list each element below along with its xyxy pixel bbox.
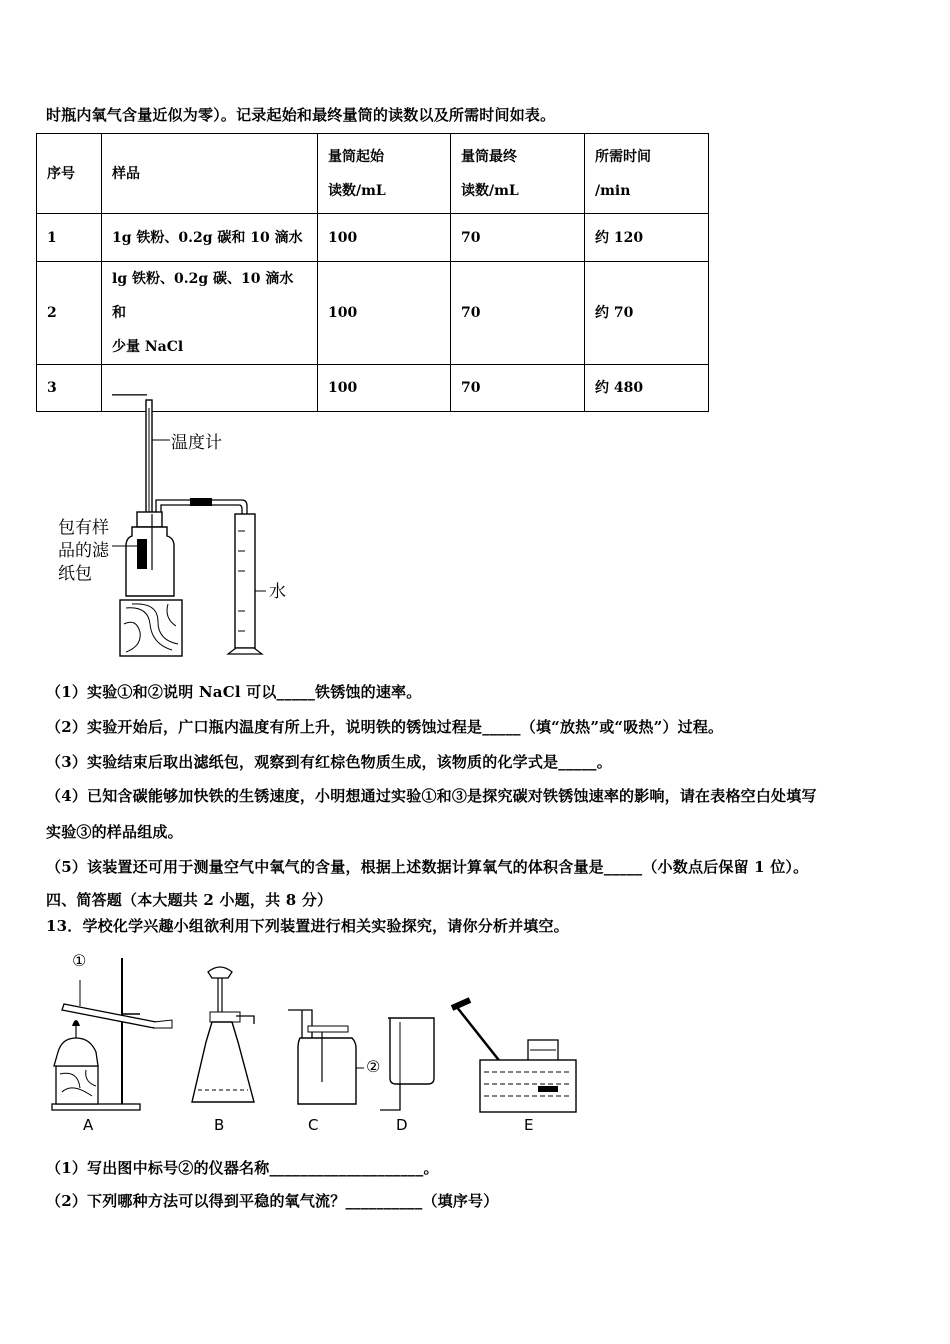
header-final-line2: 读数/mL (461, 182, 519, 199)
question-3: （3）实验结束后取出滤纸包，观察到有红棕色物质生成，该物质的化学式是_____。 (46, 753, 612, 771)
table-header-row (37, 134, 709, 214)
header-start (318, 134, 451, 214)
header-final-line1: 量筒最终 (461, 148, 517, 165)
experiment-table (36, 133, 709, 412)
wide-mouth-bottle-icon (112, 512, 174, 596)
header-sample: 样品 (102, 134, 318, 214)
cell-sample: 1g 铁粉、0.2g 碳和 10 滴水 (102, 214, 318, 262)
cell-time: 约 480 (585, 365, 709, 412)
apparatus-d-icon (380, 1018, 434, 1110)
header-seq: 序号 (37, 134, 102, 214)
label-pack-line2: 品的滤 (58, 541, 109, 561)
graduated-cylinder-icon (228, 514, 266, 654)
apparatus-e-icon (452, 1000, 576, 1112)
cell-seq: 3 (37, 365, 102, 412)
question-2: （2）实验开始后，广口瓶内温度有所上升，说明铁的锈蚀过程是_____（填“放热”或“吸热”）过程。 (46, 718, 724, 736)
question-5: （5）该装置还可用于测量空气中氧气的含量，根据上述数据计算氧气的体积含量是_____（小数点后保留 1 位）。 (46, 858, 809, 876)
cell-sample-line1: lg 铁粉、0.2g 碳、10 滴水和 (112, 271, 294, 321)
q13-question-1: （1）写出图中标号②的仪器名称____________________。 (46, 1159, 439, 1177)
label-d: D (396, 1116, 408, 1134)
label-thermometer: 温度计 (171, 433, 222, 453)
header-final (451, 134, 585, 214)
label-b: B (214, 1116, 225, 1134)
question-1: （1）实验①和②说明 NaCl 可以_____铁锈蚀的速率。 (46, 683, 422, 701)
table-row (37, 214, 709, 262)
apparatus-figure-1 (40, 396, 340, 661)
label-mark-1: ① (72, 951, 87, 970)
cell-start: 100 (318, 365, 451, 412)
label-pack-line3: 纸包 (58, 564, 92, 584)
wooden-block-icon (120, 600, 182, 656)
header-time-line2: /min (595, 182, 631, 199)
apparatus-c-icon (288, 1010, 364, 1104)
label-mark-2: ② (366, 1057, 381, 1076)
cell-final: 70 (451, 365, 585, 412)
header-start-line2: 读数/mL (328, 182, 386, 199)
q13-question-2: （2）下列哪种方法可以得到平稳的氧气流？__________（填序号） (46, 1192, 499, 1210)
cell-seq: 1 (37, 214, 102, 262)
header-time (585, 134, 709, 214)
cell-final: 70 (451, 214, 585, 262)
cell-sample (102, 262, 318, 365)
cell-start: 100 (318, 262, 451, 365)
question-4-cont: 实验③的样品组成。 (46, 823, 183, 841)
label-e: E (524, 1116, 534, 1134)
q13-intro: 13．学校化学兴趣小组欲利用下列装置进行相关实验探究，请你分析并填空。 (46, 917, 569, 935)
cell-start: 100 (318, 214, 451, 262)
label-water: 水 (269, 582, 286, 602)
section-title: 四、简答题（本大题共 2 小题，共 8 分） (46, 891, 333, 909)
cell-time: 约 120 (585, 214, 709, 262)
cell-sample-line2: 少量 NaCl (112, 339, 184, 355)
cell-time: 约 70 (585, 262, 709, 365)
cell-sample-blank: _____ (102, 365, 318, 412)
label-c: C (308, 1116, 319, 1134)
header-time-line1: 所需时间 (595, 148, 651, 165)
apparatus-figure-2 (40, 942, 600, 1142)
header-start-line1: 量筒起始 (328, 148, 384, 165)
label-a: A (83, 1116, 94, 1134)
apparatus-a-icon (52, 958, 172, 1110)
question-4: （4）已知含碳能够加快铁的生锈速度，小明想通过实验①和③是探究碳对铁锈蚀速率的影响，请在表格空白处填写 (46, 787, 817, 805)
table-row (37, 262, 709, 365)
cell-final: 70 (451, 262, 585, 365)
label-pack-line1: 包有样 (58, 518, 109, 538)
apparatus-b-icon (192, 967, 254, 1102)
cell-seq: 2 (37, 262, 102, 365)
intro-line: 时瓶内氧气含量近似为零）。记录起始和最终量筒的读数以及所需时间如表。 (46, 106, 556, 124)
